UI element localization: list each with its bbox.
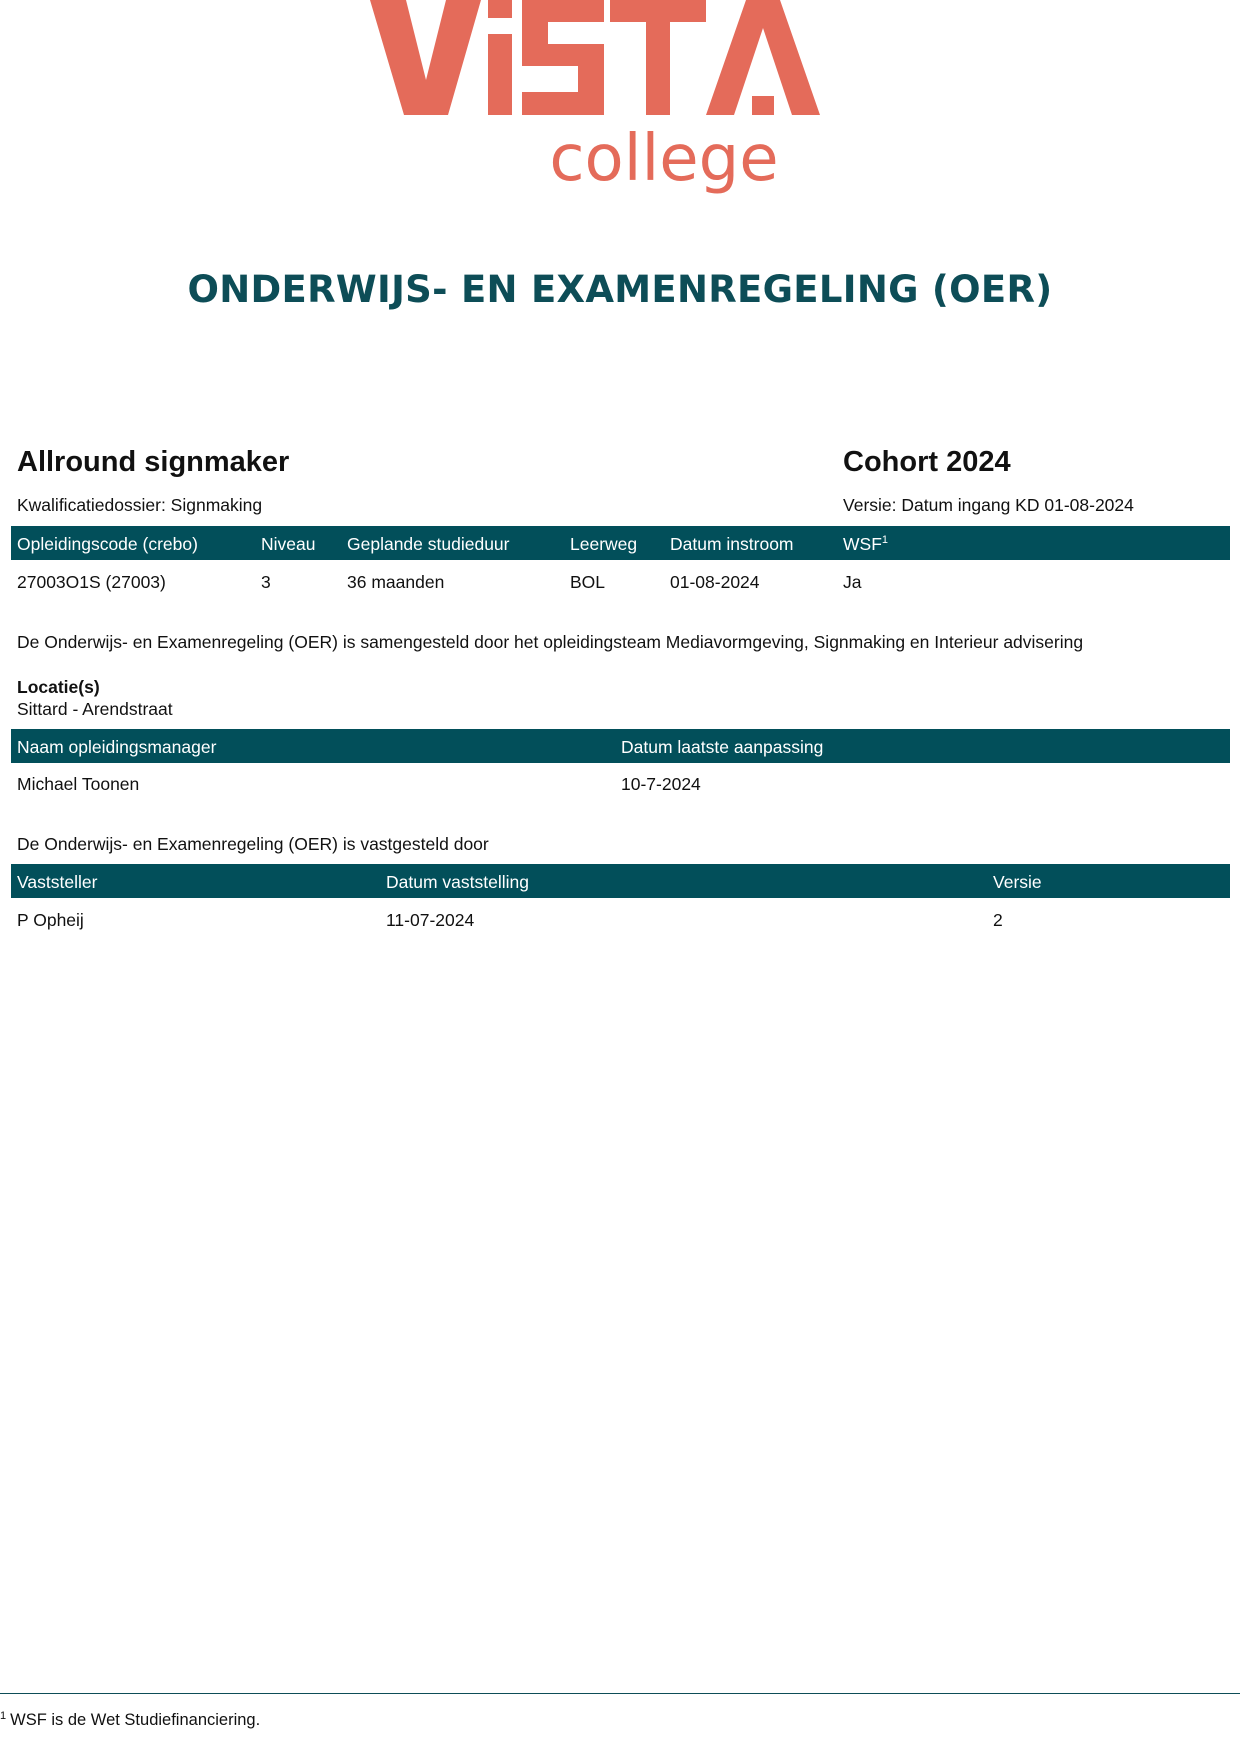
established-table-header (11, 864, 1230, 898)
version-info: Versie: Datum ingang KD 01-08-2024 (843, 495, 1134, 515)
locations-value: Sittard - Arendstraat (17, 699, 173, 719)
col-header-studieduur: Geplande studieduur (347, 534, 510, 554)
footnote-marker: 1 (0, 1709, 7, 1722)
cell-versie: 2 (993, 910, 1003, 930)
program-name: Allround signmaker (17, 446, 290, 478)
vista-college-logo (360, 0, 880, 210)
col-header-wsf (843, 534, 888, 555)
cell-leerweg: BOL (570, 572, 606, 592)
cell-niveau: 3 (261, 572, 271, 592)
col-header-datum-vaststelling: Datum vaststelling (386, 872, 529, 892)
col-header-last-change: Datum laatste aanpassing (621, 737, 824, 757)
col-header-versie: Versie (993, 872, 1042, 892)
cell-crebo: 27003O1S (27003) (17, 572, 166, 592)
col-header-vaststeller: Vaststeller (17, 872, 98, 892)
established-table-row (11, 902, 1230, 936)
cell-datum-vaststelling: 11-07-2024 (386, 910, 475, 930)
manager-table-row (11, 766, 1230, 800)
composed-by-text: De Onderwijs- en Examenregeling (OER) is samengesteld door het opleidingsteam Mediavormgeving, Signmaking en Interieur advisering (17, 632, 1084, 652)
established-by-text: De Onderwijs- en Examenregeling (OER) is vastgesteld door (17, 834, 489, 854)
document-title: ONDERWIJS- EN EXAMENREGELING (OER) (187, 268, 1053, 311)
col-header-niveau: Niveau (261, 534, 316, 554)
footnote-text: WSF is de Wet Studiefinanciering. (10, 1711, 261, 1729)
main-table-header (11, 526, 1230, 560)
cell-last-change: 10-7-2024 (621, 774, 701, 794)
col-header-crebo: Opleidingscode (crebo) (17, 534, 198, 554)
col-header-wsf-label: WSF (843, 534, 882, 554)
locations-label: Locatie(s) (17, 677, 100, 697)
cell-studieduur: 36 maanden (347, 572, 445, 592)
cell-vaststeller: P Opheij (17, 910, 84, 930)
footnote (0, 1711, 260, 1730)
main-table-row (11, 564, 1230, 598)
footnote-divider (0, 1693, 1240, 1694)
cell-instroom: 01-08-2024 (670, 572, 760, 592)
qualification-dossier: Kwalificatiedossier: Signmaking (17, 495, 263, 515)
manager-table-header (11, 729, 1230, 763)
logo-college-word: college (549, 122, 779, 196)
col-header-manager: Naam opleidingsmanager (17, 737, 217, 757)
cell-manager-name: Michael Toonen (17, 774, 140, 794)
wsf-footnote-marker: 1 (881, 534, 889, 547)
cohort-title: Cohort 2024 (843, 446, 1011, 478)
col-header-instroom: Datum instroom (670, 534, 794, 554)
cell-wsf: Ja (843, 572, 862, 592)
col-header-leerweg: Leerweg (570, 534, 638, 554)
